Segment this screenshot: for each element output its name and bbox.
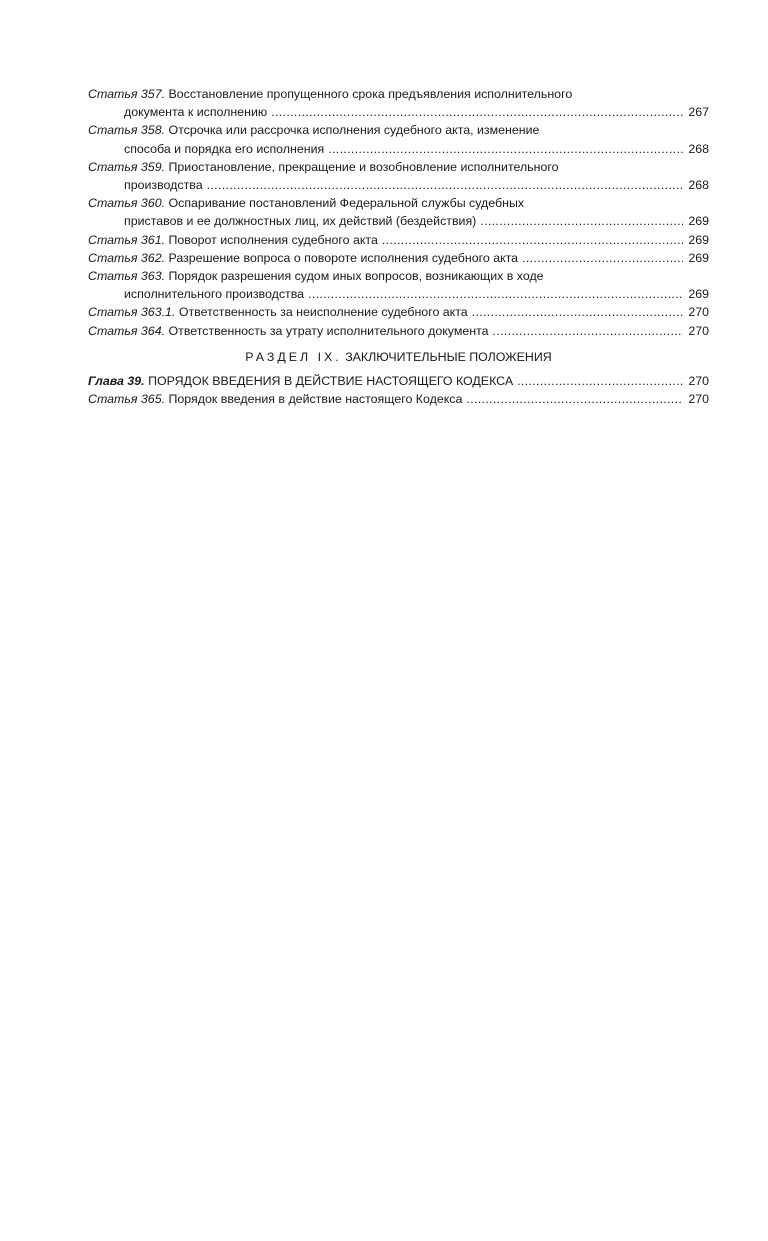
toc-entry-article-360[interactable] (88, 194, 709, 230)
toc-entry-last-line (88, 140, 709, 158)
article-label: Статья 362. (88, 250, 166, 265)
section-prefix: РАЗДЕЛ IX. (245, 349, 342, 364)
toc-entry-chapter-39[interactable] (88, 372, 709, 390)
article-title-line: Разрешение вопроса о повороте исполнения судебного акта (168, 250, 519, 265)
page-number: 270 (688, 392, 709, 407)
toc-entry-first-line (88, 267, 709, 285)
page-number: 269 (688, 250, 709, 265)
dot-leader (517, 372, 683, 390)
article-title-line: Приостановление, прекращение и возобновление исполнительного (168, 159, 559, 174)
article-title-line: документа к исполнению (124, 105, 268, 120)
toc-entry-article-365[interactable] (88, 390, 709, 408)
toc-entry-article-363[interactable] (88, 267, 709, 303)
toc-entry-single-line (88, 322, 709, 340)
dot-leader (271, 103, 683, 121)
section-title: ЗАКЛЮЧИТЕЛЬНЫЕ ПОЛОЖЕНИЯ (345, 349, 552, 364)
article-title-line: способа и порядка его исполнения (124, 141, 325, 156)
article-title-line: Ответственность за неисполнение судебного акта (178, 305, 468, 320)
toc-entry-single-line (88, 372, 709, 390)
toc-entry-single-line (88, 249, 709, 267)
toc-entry-article-359[interactable] (88, 158, 709, 194)
toc-entry-article-358[interactable] (88, 121, 709, 157)
article-label: Статья 360. (88, 196, 166, 211)
toc-entry-article-362[interactable] (88, 249, 709, 267)
article-title-line: Порядок разрешения судом иных вопросов, возникающих в ходе (168, 269, 544, 284)
toc-entry-last-line (88, 212, 709, 230)
page-number: 269 (688, 214, 709, 229)
article-label: Статья 357. (88, 87, 166, 101)
table-of-contents (88, 85, 709, 408)
toc-entry-article-363-1[interactable] (88, 303, 709, 321)
dot-leader (207, 176, 683, 194)
article-title-line: исполнительного производства (124, 287, 305, 302)
article-title-line: Восстановление пропущенного срока предъявления исполнительного (168, 87, 573, 101)
article-label: Статья 364. (88, 323, 166, 338)
chapter-label: Глава 39. (88, 374, 145, 389)
article-title-line: Порядок введения в действие настоящего Кодекса (168, 392, 463, 407)
toc-entry-last-line (88, 103, 709, 121)
page-number: 270 (688, 374, 709, 389)
page-number: 267 (688, 105, 709, 120)
toc-entry-article-361[interactable] (88, 231, 709, 249)
article-title-line: приставов и ее должностных лиц, их действий (бездействия) (124, 214, 477, 229)
article-label: Статья 363. (88, 269, 166, 284)
toc-entry-article-364[interactable] (88, 322, 709, 340)
page-number: 268 (688, 178, 709, 193)
section-heading[interactable] (88, 348, 709, 366)
page-number: 269 (688, 232, 709, 247)
dot-leader (472, 303, 683, 321)
toc-entry-last-line (88, 176, 709, 194)
toc-entry-single-line (88, 231, 709, 249)
chapter-title: ПОРЯДОК ВВЕДЕНИЯ В ДЕЙСТВИЕ НАСТОЯЩЕГО КОДЕКСА (148, 374, 514, 389)
page-number: 270 (688, 305, 709, 320)
dot-leader (466, 390, 683, 408)
dot-leader (522, 249, 683, 267)
article-label: Статья 358. (88, 123, 166, 138)
toc-entry-article-357[interactable] (88, 85, 709, 121)
article-label: Статья 363.1. (88, 305, 176, 320)
article-label: Статья 361. (88, 232, 166, 247)
toc-entry-last-line (88, 285, 709, 303)
dot-leader (382, 231, 683, 249)
dot-leader (493, 322, 683, 340)
toc-entry-single-line (88, 390, 709, 408)
article-label: Статья 359. (88, 159, 166, 174)
dot-leader (328, 140, 683, 158)
article-title-line: производства (124, 178, 203, 193)
toc-entry-first-line (88, 85, 709, 103)
toc-entry-first-line (88, 121, 709, 139)
page-number: 268 (688, 141, 709, 156)
dot-leader (308, 285, 683, 303)
article-label: Статья 365. (88, 392, 166, 407)
toc-entry-single-line (88, 303, 709, 321)
article-title-line: Отсрочка или рассрочка исполнения судебного акта, изменение (168, 123, 540, 138)
page-number: 269 (688, 287, 709, 302)
toc-entry-first-line (88, 158, 709, 176)
article-title-line: Ответственность за утрату исполнительного документа (168, 323, 489, 338)
toc-entry-first-line (88, 194, 709, 212)
dot-leader (480, 212, 683, 230)
article-title-line: Оспаривание постановлений Федеральной службы судебных (168, 196, 525, 211)
page-number: 270 (688, 323, 709, 338)
article-title-line: Поворот исполнения судебного акта (168, 232, 378, 247)
